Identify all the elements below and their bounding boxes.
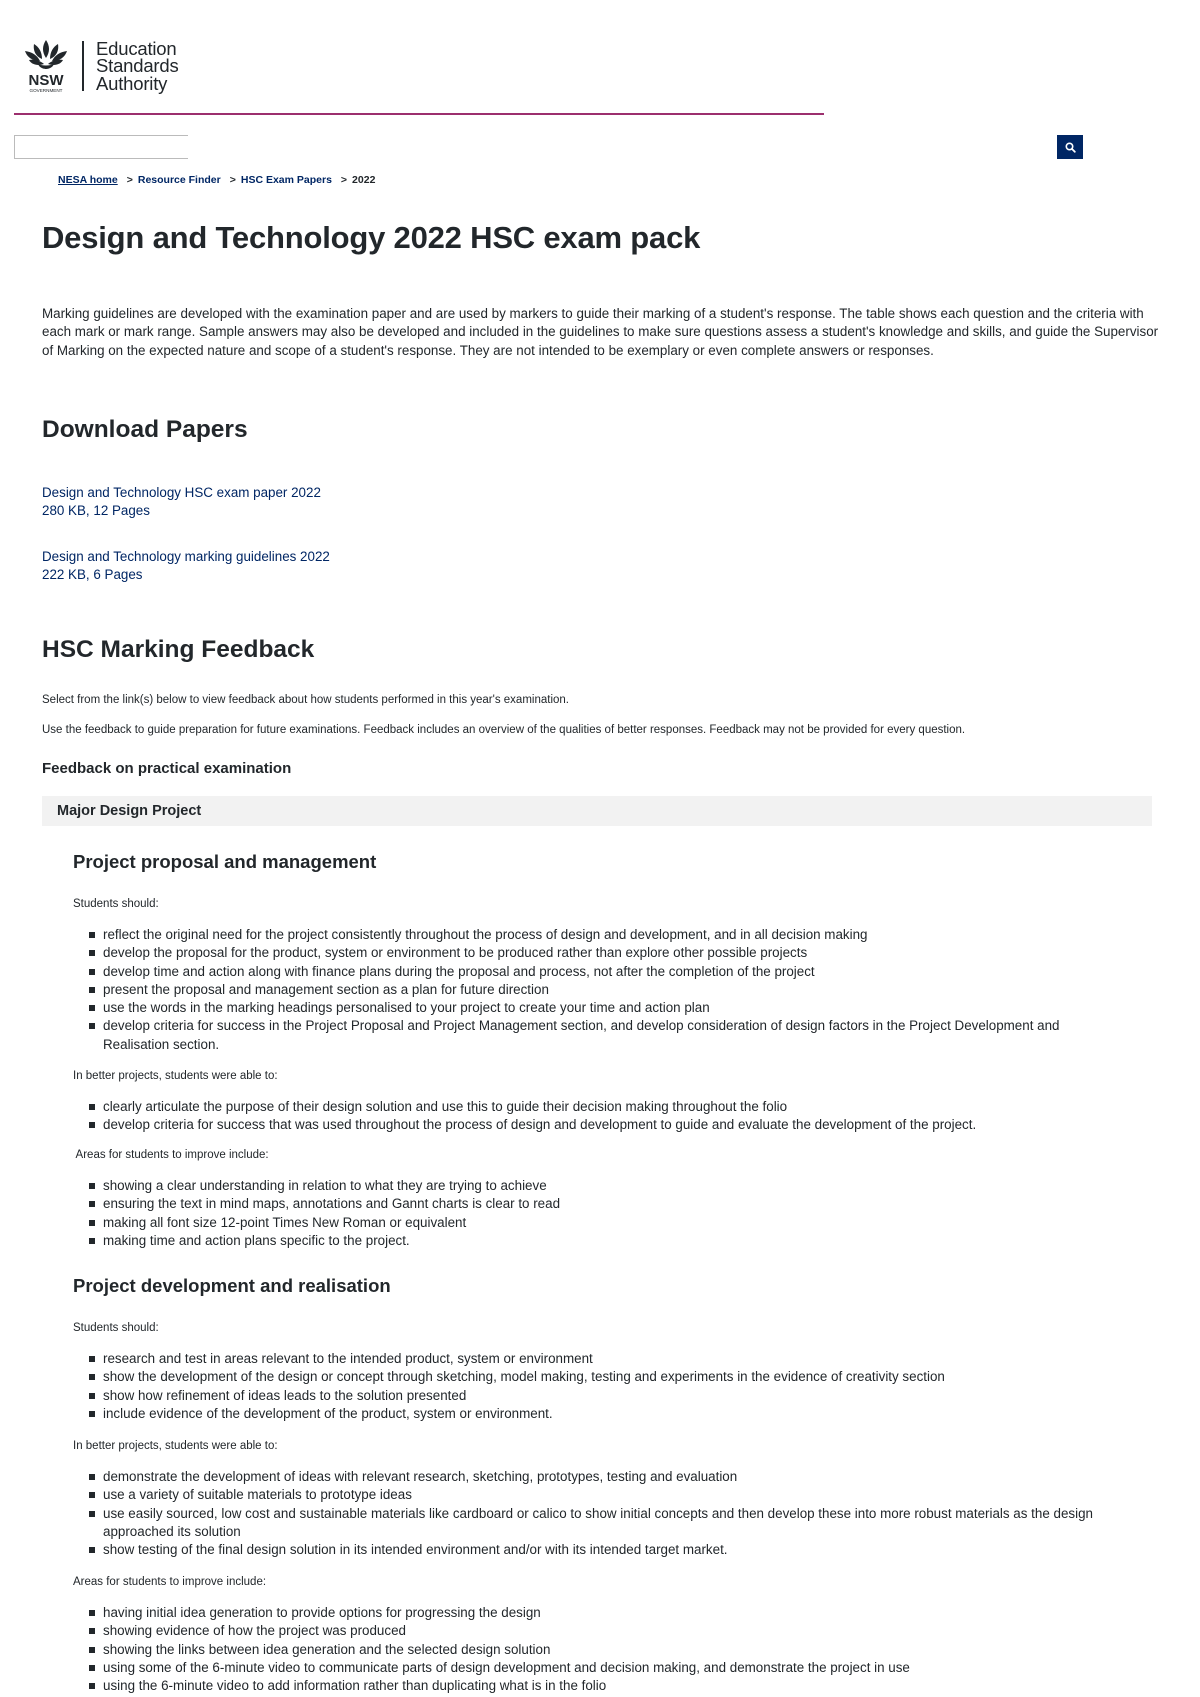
bullet-list — [73, 1350, 1123, 1423]
list-lead: Students should: — [73, 898, 159, 910]
search-icon — [1065, 142, 1076, 153]
list-item: show testing of the final design solution in its intended environment and/or with its intended target market. — [73, 1541, 1123, 1559]
exam-paper-download-meta[interactable]: 280 KB, 12 Pages — [42, 503, 150, 519]
list-item: showing evidence of how the project was produced — [73, 1622, 1123, 1640]
nesa-logo[interactable] — [20, 36, 179, 96]
list-item: show how refinement of ideas leads to the solution presented — [73, 1387, 1123, 1405]
logo-wordmark — [96, 37, 179, 94]
logo-line-1: Education — [96, 37, 177, 59]
list-item: showing the links between idea generation and the selected design solution — [73, 1641, 1123, 1659]
list-item: using some of the 6-minute video to communicate parts of design development and decision making, and demonstrate the project in use — [73, 1659, 1123, 1677]
marking-feedback-heading: HSC Marking Feedback — [42, 636, 315, 663]
list-lead: In better projects, students were able to: — [73, 1440, 278, 1452]
list-lead: Areas for students to improve include: — [73, 1576, 267, 1588]
breadcrumb-separator: > — [126, 174, 133, 186]
download-item — [42, 548, 330, 585]
major-design-project-accordion[interactable] — [42, 796, 1152, 826]
list-item: demonstrate the development of ideas with relevant research, sketching, prototypes, testing and evaluation — [73, 1468, 1123, 1486]
header-rule — [14, 113, 824, 115]
list-item: use a variety of suitable materials to prototype ideas — [73, 1486, 1123, 1504]
bullet-list — [73, 1177, 1123, 1250]
feedback-intro-1: Select from the link(s) below to view feedback about how students performed in this year's examination. — [42, 694, 569, 706]
list-item: showing a clear understanding in relation to what they are trying to achieve — [73, 1177, 1123, 1195]
breadcrumb-hsc-exam-papers-link[interactable]: HSC Exam Papers — [240, 174, 332, 186]
list-lead: Areas for students to improve include: — [73, 1149, 269, 1161]
list-item: making all font size 12-point Times New Roman or equivalent — [73, 1214, 1123, 1232]
list-item: use easily sourced, low cost and sustainable materials like cardboard or calico to show initial concepts and then develop these into more robust materials as the design approached its solution — [73, 1505, 1123, 1542]
list-lead: Students should: — [73, 1322, 159, 1334]
page-title: Design and Technology 2022 HSC exam pack — [42, 220, 701, 255]
marking-guidelines-download-meta[interactable]: 222 KB, 6 Pages — [42, 567, 143, 583]
intro-paragraph: Marking guidelines are developed with the examination paper and are used by markers to guide their marking of a student's response. The table shows each question and the criteria with each mark or mark range. Sample answers may also be developed and included in the guidelines to make sure questions assess a student's knowledge and skills, and guide the Supervisor of Marking on the expected nature and scope of a student's response. They are not intended to be exemplary or even complete answers or responses. — [42, 306, 1159, 358]
list-lead: In better projects, students were able to: — [73, 1070, 278, 1082]
logo-nsw-text: NSW — [28, 72, 64, 89]
list-item: show the development of the design or concept through sketching, model making, testing and experiments in the evidence of creativity section — [73, 1368, 1123, 1386]
list-item: making time and action plans specific to the project. — [73, 1232, 1123, 1250]
section-heading: Project proposal and management — [73, 851, 377, 872]
list-item: present the proposal and management section as a plan for future direction — [73, 981, 1123, 999]
list-item: use the words in the marking headings personalised to your project to create your time and action plan — [73, 999, 1123, 1017]
waratah-logo-icon — [20, 38, 72, 94]
list-item: develop criteria for success in the Project Proposal and Project Management section, and develop consideration of design factors in the Project Development and Realisation section. — [73, 1017, 1123, 1054]
logo-divider — [82, 41, 84, 91]
breadcrumb-current: 2022 — [352, 174, 376, 186]
breadcrumb-separator: > — [340, 174, 348, 186]
search-button[interactable] — [1057, 135, 1083, 159]
bullet-list — [73, 926, 1123, 1054]
logo-line-2: Standards — [96, 55, 179, 77]
list-item: develop the proposal for the product, system or environment to be produced rather than explore other possible projects — [73, 944, 1123, 962]
breadcrumb-home-link[interactable]: NESA home — [58, 174, 118, 186]
list-item: having initial idea generation to provide options for progressing the design — [73, 1604, 1123, 1622]
list-item: clearly articulate the purpose of their design solution and use this to guide their decision making throughout the folio — [73, 1098, 1123, 1116]
search-input[interactable] — [14, 135, 188, 159]
download-item — [42, 484, 321, 521]
logo-line-3: Authority — [96, 72, 168, 94]
list-item: develop time and action along with finance plans during the proposal and process, not after the completion of the project — [73, 963, 1123, 981]
list-item: include evidence of the development of the product, system or environment. — [73, 1405, 1123, 1423]
breadcrumb — [58, 174, 375, 186]
bullet-list — [73, 1468, 1123, 1559]
marking-guidelines-download-link[interactable]: Design and Technology marking guidelines 2022 — [42, 549, 330, 564]
list-item: research and test in areas relevant to the intended product, system or environment — [73, 1350, 1123, 1368]
logo-government-text: GOVERNMENT — [29, 88, 63, 93]
exam-paper-download-link[interactable]: Design and Technology HSC exam paper 2022 — [42, 485, 321, 500]
bullet-list — [73, 1604, 1123, 1695]
breadcrumb-resource-finder-link[interactable]: Resource Finder — [137, 174, 221, 186]
practical-feedback-heading: Feedback on practical examination — [42, 760, 292, 777]
section-heading: Project development and realisation — [73, 1275, 391, 1296]
list-item: using the 6-minute video to add information rather than duplicating what is in the folio — [73, 1677, 1123, 1695]
list-item: reflect the original need for the project consistently throughout the process of design and development, and in all decision making — [73, 926, 1123, 944]
accordion-label: Major Design Project — [57, 803, 202, 819]
list-item: develop criteria for success that was used throughout the process of design and development to guide and evaluate the development of the project. — [73, 1116, 1123, 1134]
list-item: ensuring the text in mind maps, annotations and Gannt charts is clear to read — [73, 1195, 1123, 1213]
bullet-list — [73, 1098, 1123, 1135]
feedback-intro-2: Use the feedback to guide preparation for future examinations. Feedback includes an overview of the qualities of better responses. Feedback may not be provided for every question. — [42, 724, 966, 736]
download-papers-heading: Download Papers — [42, 416, 248, 443]
breadcrumb-separator: > — [229, 174, 236, 186]
